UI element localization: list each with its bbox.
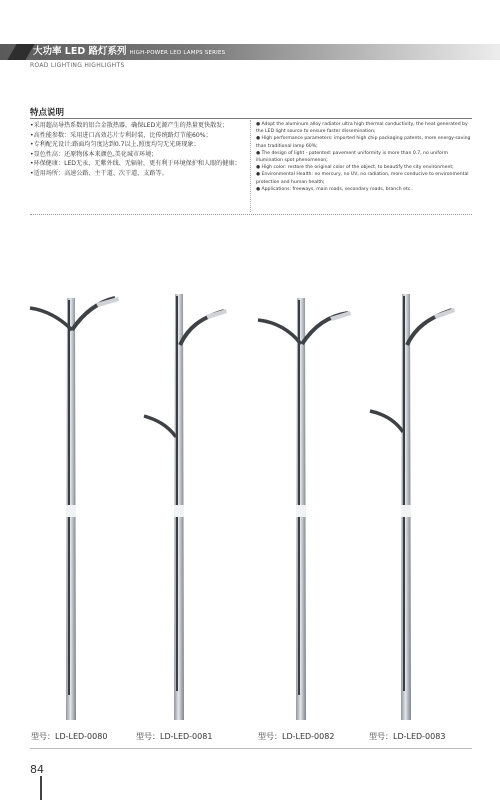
- page-edge-bar: [40, 776, 42, 800]
- feature-item-en: ● High color: restore the original color of the object, to beautify the city environment;: [256, 165, 454, 171]
- features-top-rule: [30, 118, 472, 119]
- model-label-0080: 型号：LD-LED-0080: [31, 732, 108, 741]
- street-lamp-0080: [30, 297, 119, 720]
- feature-item-cn: •显色性高：还原物体本来颜色,美化城市环境；: [30, 150, 158, 158]
- model-label-0082: 型号：LD-LED-0082: [258, 732, 335, 741]
- feature-item-cn: •环保健康：LED无汞、无紫外线、无辐射，更有利于环境保护和人眼的健康；: [30, 160, 241, 168]
- section-title-cn: 大功率 LED 路灯系列: [33, 46, 127, 57]
- features-heading: 特点说明: [30, 108, 65, 118]
- feature-item-en: ● The design of light - patented: pavement uniformity is more than 0.7, no uniform illumination spot phenomenon;: [256, 150, 449, 164]
- feature-item-en: ● Adopt the aluminum alloy radiator ultra high thermal conductivity, the heat generated by the LED light source to ensure faster dissemination;: [256, 122, 468, 135]
- feature-item-en: ● High performance parameters: imported high chip packaging patents, more energy-saving than traditional lamp 60%;: [256, 136, 471, 149]
- street-lamp-0083: [370, 294, 455, 720]
- features-list-en: [256, 121, 474, 193]
- section-title-en: HIGH-POWER LED LAMPS SERIES: [129, 50, 226, 56]
- section-subtitle: ROAD LIGHTING HIGHLIGHTS: [30, 62, 125, 69]
- footer-rule: [30, 748, 472, 749]
- features-bottom-rule: [30, 214, 472, 215]
- page-number: 84: [30, 763, 44, 776]
- feature-item-cn: •适用场所：高速公路、主干道、次干道、支路等。: [30, 169, 168, 177]
- feature-item-en: ● Applications: freeways, main roads, secondary roads, branch etc..: [256, 186, 414, 192]
- model-label-0081: 型号：LD-LED-0081: [136, 732, 213, 741]
- street-lamp-0082: [258, 298, 351, 720]
- features-divider: [250, 120, 251, 212]
- feature-item-cn: •高性能参数：采用进口高效芯片专利封装，比传统路灯节能60%；: [30, 131, 212, 139]
- street-lamp-0081: [144, 294, 227, 720]
- section-title: [33, 44, 225, 60]
- model-label-0083: 型号：LD-LED-0083: [369, 732, 446, 741]
- feature-item-cn: •专利配光设计:路面均匀度达到0.7以上,照度均匀无光斑现象；: [30, 141, 200, 149]
- feature-item-cn: •采用超高导热系数的铝合金散热器，确保LED光源产生的热量更快散发；: [30, 122, 229, 129]
- lamp-illustrations: [0, 280, 500, 730]
- feature-item-en: ● Environmental Health: no mercury, no UV, no radiation, more conducive to environmental protection and human health;: [256, 172, 469, 185]
- features-list-cn: [30, 121, 248, 179]
